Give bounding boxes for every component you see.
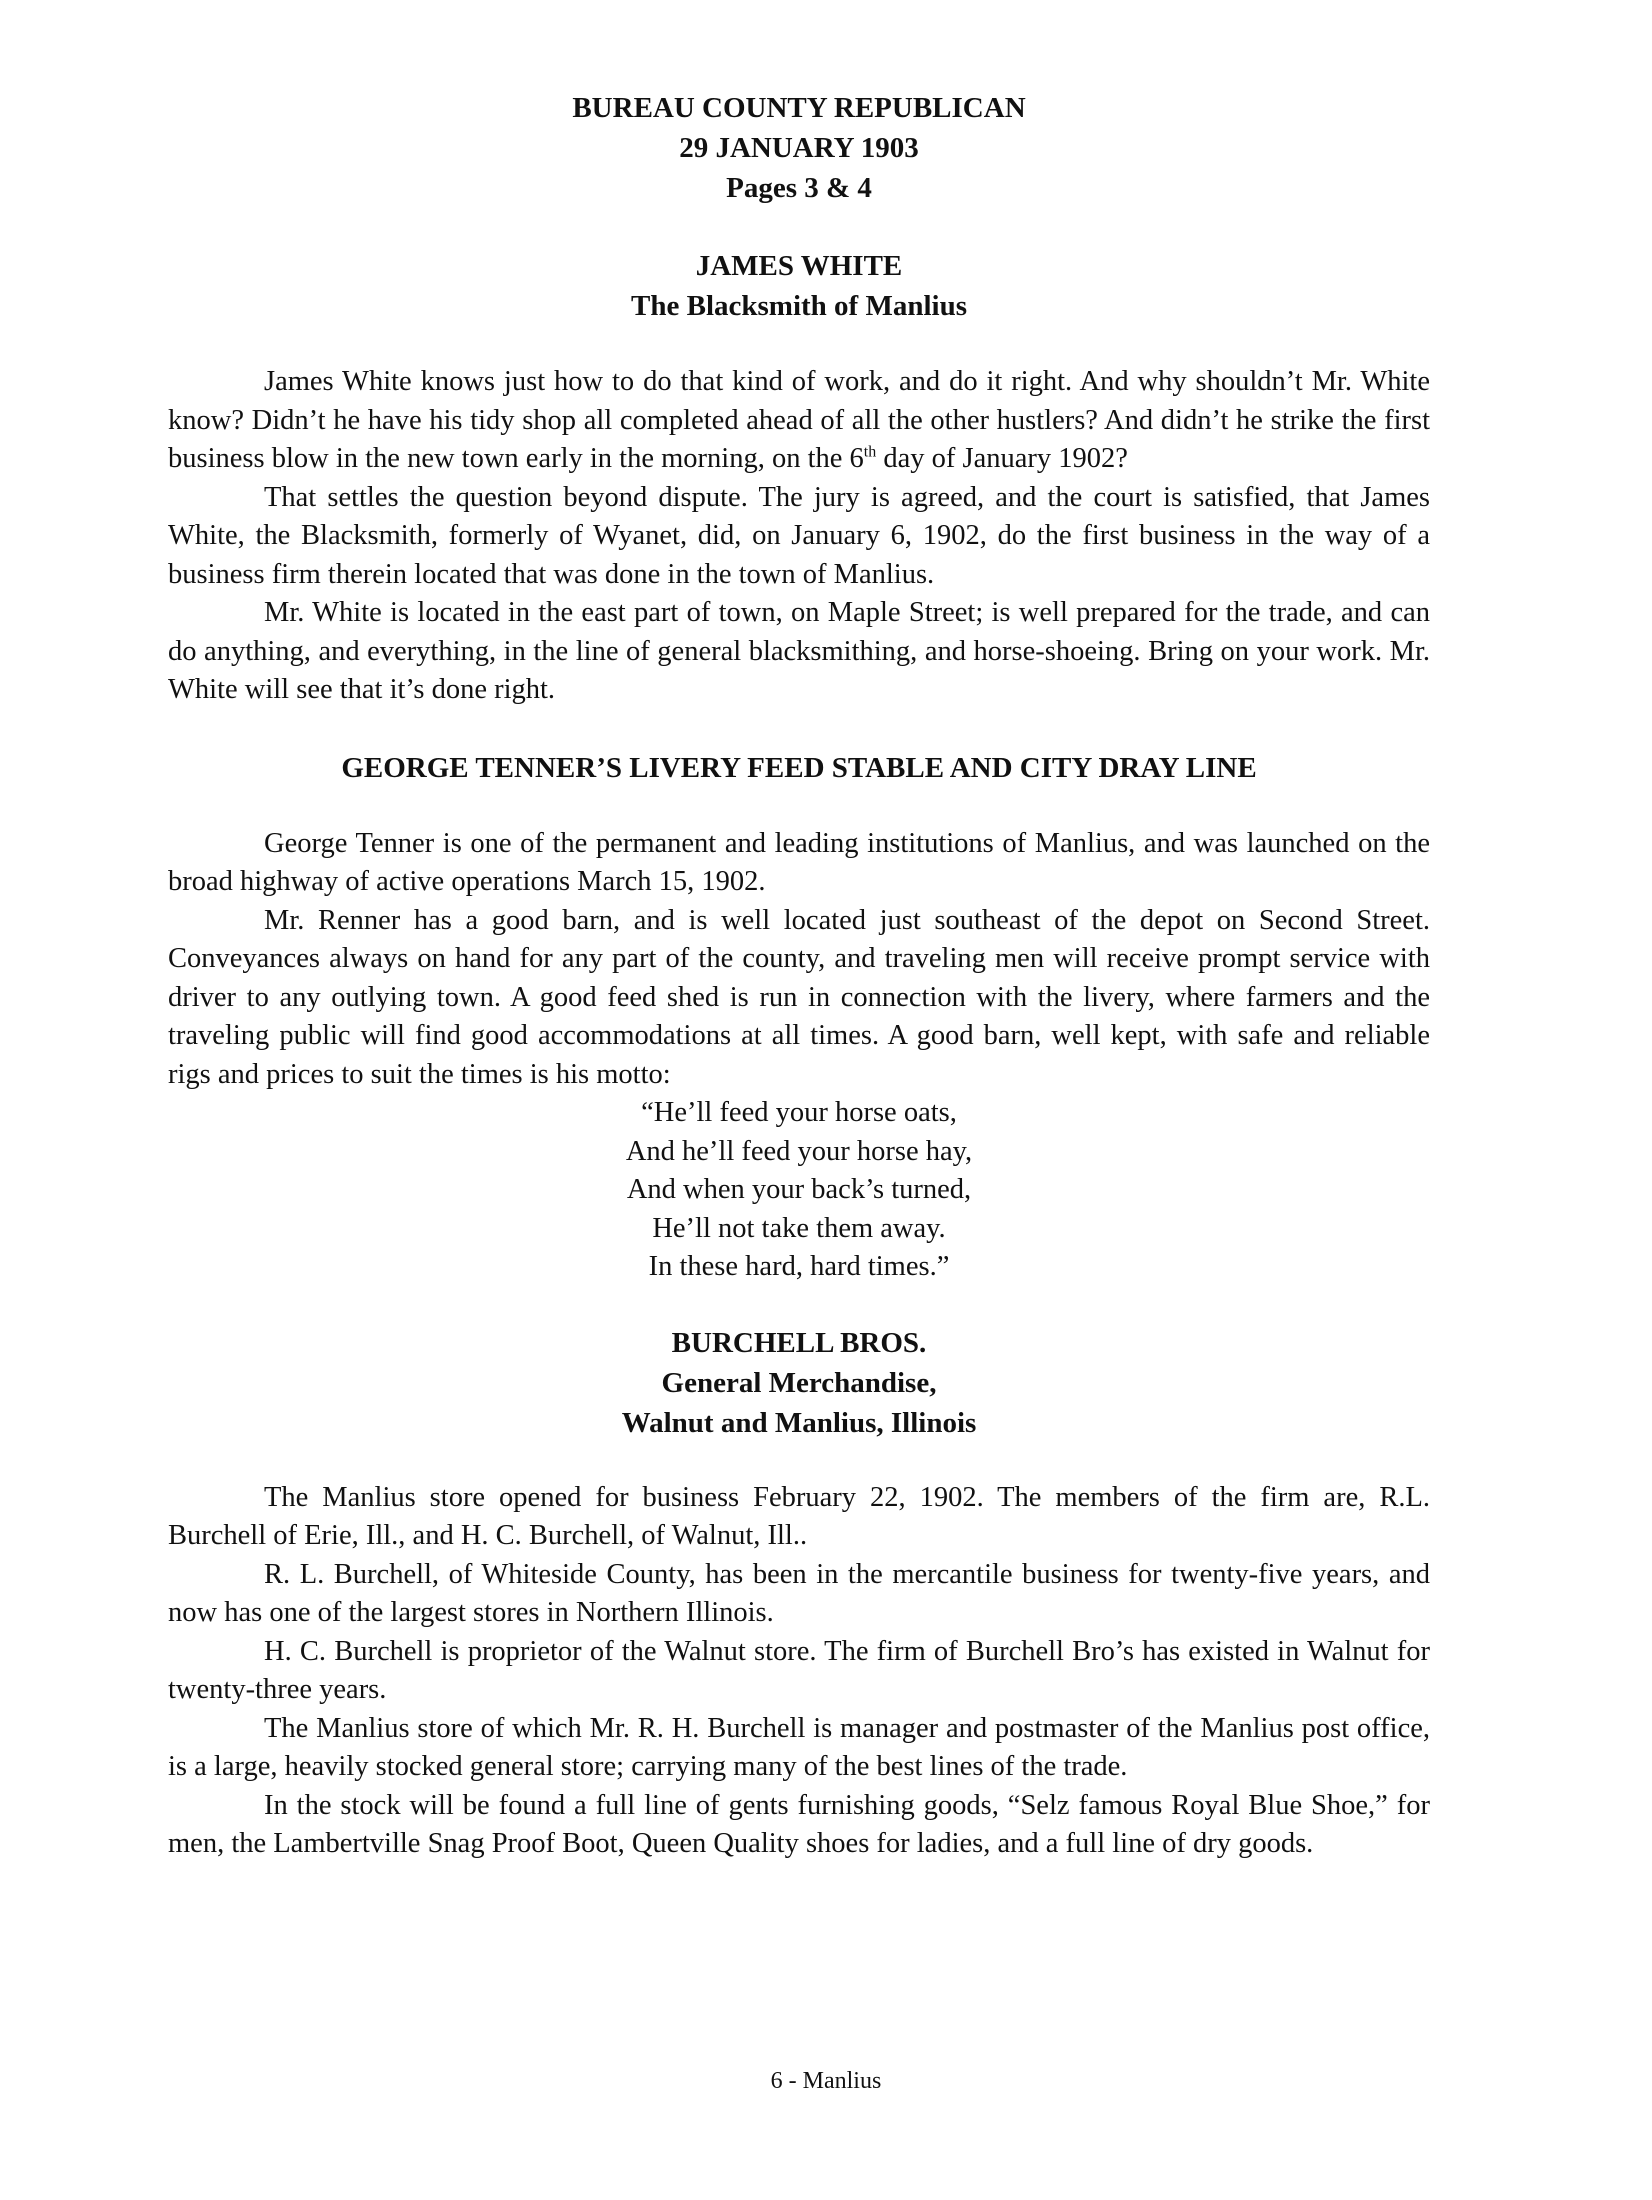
document-page	[168, 88, 1430, 1864]
motto-verse	[168, 1094, 1430, 1287]
ordinal-suffix: th	[863, 443, 877, 461]
verse-line: “He’ll feed your horse oats,	[641, 1097, 957, 1128]
section-james-white	[168, 246, 1430, 710]
paragraph	[168, 363, 1430, 479]
paragraph: George Tenner is one of the permanent and leading institutions of Manlius, and was launched on the broad highway of active operations March 15, 1902.	[168, 827, 1430, 897]
masthead-pages: Pages 3 & 4	[726, 172, 872, 204]
section-title: BURCHELL BROS.	[671, 1326, 927, 1359]
paragraph: The Manlius store of which Mr. R. H. Burchell is manager and postmaster of the Manlius post office, is a large, heavily stocked general store; carrying many of the best lines of the trade.	[168, 1712, 1430, 1782]
masthead-date: 29 JANUARY 1903	[679, 132, 919, 164]
paragraph: Mr. White is located in the east part of town, on Maple Street; is well prepared for the trade, and can do anything, and everything, in the line of general blacksmithing, and horse-shoeing. Bring on your work. Mr. White will see that it’s done right.	[168, 597, 1430, 705]
verse-line: And he’ll feed your horse hay,	[625, 1135, 973, 1167]
paragraph: The Manlius store opened for business February 22, 1902. The members of the firm are, R.L. Burchell of Erie, Ill., and H. C. Burchell, of Walnut, Ill..	[168, 1481, 1430, 1551]
section-george-tenner	[168, 748, 1430, 1287]
paragraph: H. C. Burchell is proprietor of the Walnut store. The firm of Burchell Bro’s has existed in Walnut for twenty-three years.	[168, 1635, 1430, 1705]
verse-line: In these hard, hard times.”	[648, 1251, 950, 1282]
section-subtitle: General Merchandise,	[661, 1366, 937, 1399]
section-title: JAMES WHITE	[695, 250, 903, 282]
paragraph-text: day of January 1902?	[876, 443, 1128, 474]
paragraph: Mr. Renner has a good barn, and is well located just southeast of the depot on Second Street. Conveyances always on hand for any part of the county, and traveling men will receive prompt service with driver to any outlying town. A good feed shed is run in connection with the livery, where farmers and the traveling public will find good accommodations at all times. A good barn, well kept, with safe and reliable rigs and prices to suit the times is his motto:	[168, 904, 1430, 1090]
paragraph: In the stock will be found a full line of gents furnishing goods, “Selz famous Royal Blue Shoe,” for men, the Lambertville Snag Proof Boot, Queen Quality shoes for ladies, and a full line of dry goods.	[168, 1789, 1430, 1859]
masthead	[168, 88, 1430, 208]
section-subtitle: Walnut and Manlius, Illinois	[621, 1406, 977, 1439]
section-burchell-bros	[168, 1323, 1430, 1864]
paragraph-text: James White knows just how to do that kind of work, and do it right. And why shouldn’t Mr. White know? Didn’t he have his tidy shop all completed ahead of all the other hustlers? And didn’t he strike the first business blow in the new town early in the morning, on the 6	[168, 366, 1430, 474]
verse-line: And when your back’s turned,	[626, 1174, 972, 1205]
paragraph: R. L. Burchell, of Whiteside County, has been in the mercantile business for twenty-five years, and now has one of the largest stores in Northern Illinois.	[168, 1558, 1430, 1628]
section-title: GEORGE TENNER’S LIVERY FEED STABLE AND CITY DRAY LINE	[341, 751, 1257, 784]
page-footer: 6 - Manlius	[770, 2068, 882, 2094]
paragraph: That settles the question beyond dispute. The jury is agreed, and the court is satisfied, that James White, the Blacksmith, formerly of Wyanet, did, on January 6, 1902, do the first business in the way of a business firm therein located that was done in the town of Manlius.	[168, 481, 1430, 590]
section-subtitle: The Blacksmith of Manlius	[631, 290, 967, 322]
masthead-newspaper: BUREAU COUNTY REPUBLICAN	[572, 92, 1026, 124]
verse-line: He’ll not take them away.	[652, 1212, 946, 1244]
